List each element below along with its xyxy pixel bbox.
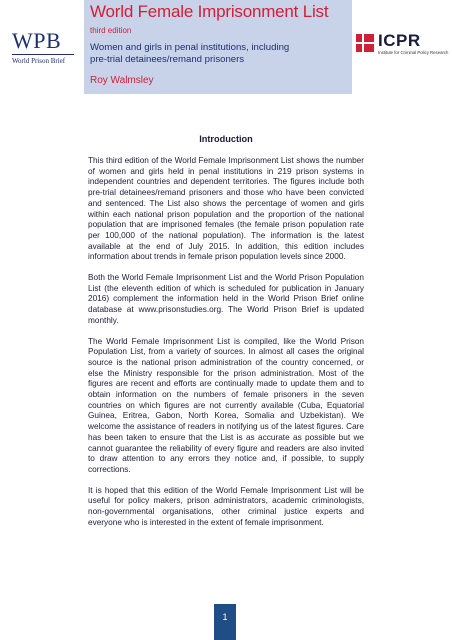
title-panel [84,0,352,94]
paragraph-3: The World Female Imprisonment List is compiled, like the World Prison Population List, from a variety of sources. In almost all cases the original source is the national prison administration of the country concerned, or else the Ministry responsible for the prison administration. Most of the figures are recent and efforts are continually made to update them and to obtain information on the numbers of female prisoners in the seven countries on which figures are not currently available (Cuba, Equatorial Guinea, Eritrea, Gabon, North Korea, Somalia and Uzbekistan). We welcome the assistance of readers in notifying us of the latest figures. Care has been taken to ensure that the List is as accurate as possible but we cannot guarantee the reliability of every figure and readers are also invited to draw attention to any errors they notice and, if possible, to supply corrections. [88,336,364,474]
page-header [0,0,452,112]
icpr-logo [356,31,450,58]
wpb-logo [12,30,74,65]
paragraph-1: This third edition of the World Female Imprisonment List shows the number of women and girls held in penal institutions in 219 prison systems in independent countries and dependent territories. The figures include both pre-trial detainees/remand prisoners and those who have been convicted and sentenced. The List also shows the percentage of women and girls within each national prison population and the proportion of the national population that are imprisoned females (the female prison population rate per 100,000 of the national population). The information is the latest available at the end of July 2015. In addition, this edition includes information about trends in female prison population levels since 2000. [88,156,364,262]
edition-label: third edition [90,26,132,35]
wpb-logo-rule [12,54,74,55]
document-subtitle [90,42,289,66]
page-number: 1 [214,604,236,640]
wpb-logo-mark: WPB [12,28,62,53]
icpr-cross-icon [356,34,374,52]
document-title: World Female Imprisonment List [90,2,329,21]
icpr-logo-subtitle: Institute for Criminal Policy Research [378,50,449,55]
author-name: Roy Walmsley [90,75,154,86]
section-heading: Introduction [199,134,253,144]
paragraph-4: It is hoped that this edition of the World Female Imprisonment List will be useful for policy makers, prison administrators, academic criminologists, non-governmental organisations, other criminal justice experts and everyone who is interested in the extent of female imprisonment. [88,485,364,527]
subtitle-line-1: Women and girls in penal institutions, including [90,42,290,53]
paragraph-2: Both the World Female Imprisonment List and the World Prison Population List (the eleventh edition of which is scheduled for publication in January 2016) complement the information held in the World Prison Brief online database at www.prisonstudies.org. The World Prison Brief is updated monthly. [88,273,364,325]
main-content [88,134,364,539]
wpb-logo-subtitle: World Prison Brief [12,57,66,65]
subtitle-line-2: pre-trial detainees/remand prisoners [90,54,245,65]
icpr-logo-mark: ICPR [378,31,421,50]
